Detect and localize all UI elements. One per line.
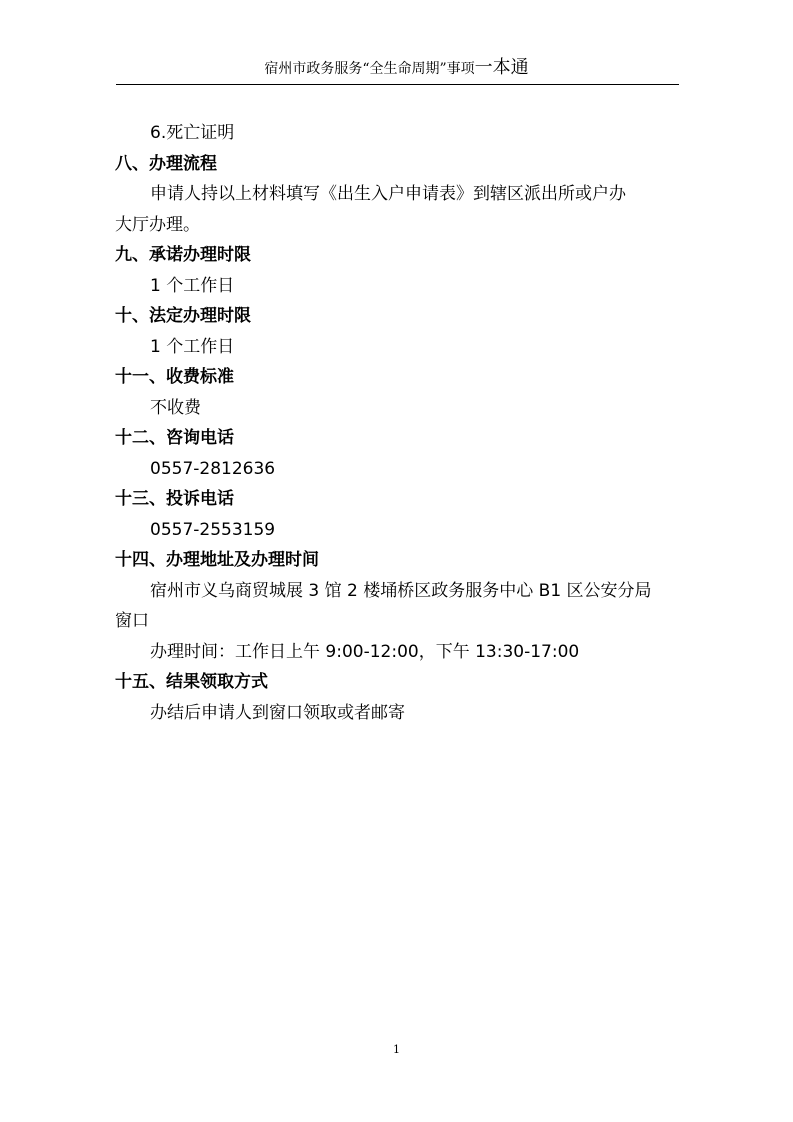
section-heading-result-pickup: 十五、结果领取方式 <box>115 672 268 692</box>
office-hours: 办理时间：工作日上午 9:00-12:00，下午 13:30-17:00 <box>150 641 580 662</box>
page-header <box>0 58 793 79</box>
page-number: 1 <box>393 1043 400 1056</box>
complaint-phone-number: 0557-2553159 <box>150 519 276 540</box>
body-line: 大厅办理。 <box>115 214 200 235</box>
section-heading-promised-time-limit: 九、承诺办理时限 <box>115 245 251 265</box>
address-line: 窗口 <box>115 611 149 631</box>
body-line: 申请人持以上材料填写《出生入户申请表》到辖区派出所或户办 <box>150 184 626 204</box>
body-line: 不收费 <box>150 397 201 418</box>
body-line: 办结后申请人到窗口领取或者邮寄 <box>150 702 405 723</box>
section-heading-address-and-hours: 十四、办理地址及办理时间 <box>115 550 319 570</box>
header-divider <box>116 84 679 85</box>
section-heading-fee-standard: 十一、收费标准 <box>115 367 234 387</box>
section-heading-process: 八、办理流程 <box>115 153 217 174</box>
header-title-tail: 一本通 <box>474 57 529 78</box>
section-heading-legal-time-limit: 十、法定办理时限 <box>115 306 251 326</box>
consult-phone-number: 0557-2812636 <box>150 458 276 479</box>
body-line: 1 个工作日 <box>150 336 235 357</box>
body-line: 6.死亡证明 <box>150 123 235 143</box>
body-line: 1 个工作日 <box>150 275 235 296</box>
section-heading-complaint-phone: 十三、投诉电话 <box>115 489 234 509</box>
document-body <box>115 118 685 728</box>
section-heading-consult-phone: 十二、咨询电话 <box>115 428 234 448</box>
address-line: 宿州市义乌商贸城展 3 馆 2 楼埇桥区政务服务中心 B1 区公安分局 <box>150 580 652 601</box>
header-title: 宿州市政务服务“全生命周期”事项 <box>264 61 475 77</box>
